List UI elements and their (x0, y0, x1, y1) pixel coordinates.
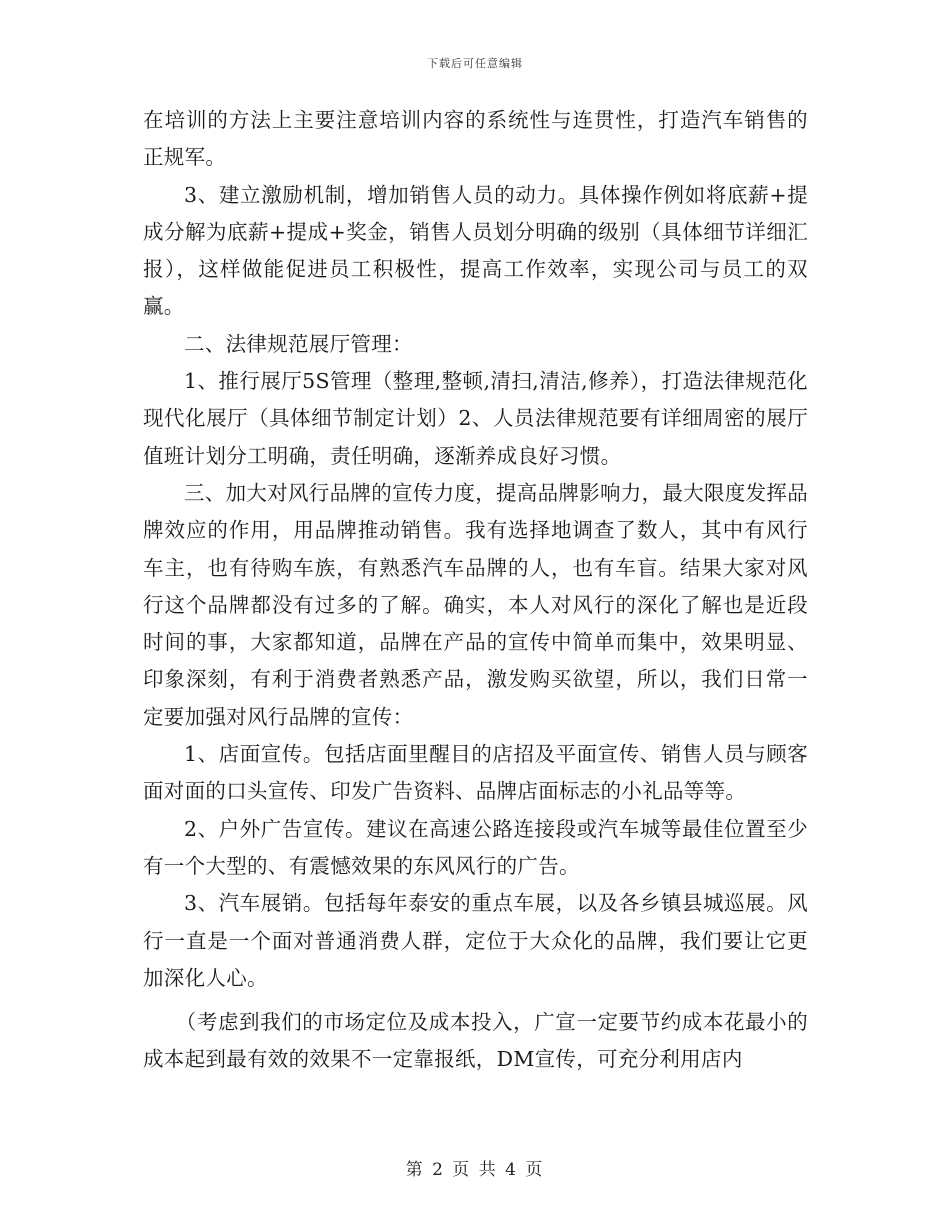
paragraph-incentive-mechanism: 3、建立激励机制，增加销售人员的动力。具体操作例如将底薪+提成分解为底薪+提成+奖金，销售人员划分明确的级别（具体细节详细汇报），这样做能促进员工积极性，提高工作效率，实现公司与员工的双赢。 (143, 182, 808, 319)
page-header-note: 下载后可任意编辑 (427, 57, 523, 70)
page-number-footer: 第 2 页 共 4 页 (405, 1160, 545, 1180)
paragraph-brand-promotion: 三、加大对风行品牌的宣传力度，提高品牌影响力，最大限度发挥品牌效应的作用，用品牌推动销售。我有选择地调查了数人，其中有风行车主，也有待购车族，有熟悉汽车品牌的人，也有车盲。结果大家对风行这个品牌都没有过多的了解。确实，本人对风行的深化了解也是近段时间的事，大家都知道，品牌在产品的宣传中简单而集中，效果明显、印象深刻，有利于消费者熟悉产品，激发购买欲望，所以，我们日常一定要加强对风行品牌的宣传： (143, 480, 808, 729)
section-heading-legal-showroom: 二、法律规范展厅管理： (184, 331, 413, 356)
document-body (143, 102, 808, 1079)
paragraph-cost-consideration: （考虑到我们的市场定位及成本投入，广宣一定要节约成本花最小的成本起到最有效的效果不一定靠报纸，DM宣传，可充分利用店内 (143, 1010, 808, 1072)
paragraph-storefront-promotion: 1、店面宣传。包括店面里醒目的店招及平面宣传、销售人员与顾客面对面的口头宣传、印发广告资料、品牌店面标志的小礼品等等。 (143, 742, 808, 804)
paragraph-auto-exhibition: 3、汽车展销。包括每年泰安的重点车展，以及各乡镇县城巡展。风行一直是一个面对普通消费人群，定位于大众化的品牌，我们要让它更加深化人心。 (143, 891, 808, 990)
paragraph-training-continuation: 在培训的方法上主要注意培训内容的系统性与连贯性，打造汽车销售的正规军。 (143, 108, 808, 170)
paragraph-5s-management: 1、推行展厅5S管理（整理,整顿,清扫,清洁,修养），打造法律规范化现代化展厅（具体细节制定计划）2、人员法律规范要有详细周密的展厅值班计划分工明确，责任明确，逐渐养成良好习惯。 (143, 369, 808, 468)
paragraph-outdoor-advertising: 2、户外广告宣传。建议在高速公路连接段或汽车城等最佳位置至少有一个大型的、有震憾效果的东风风行的广告。 (143, 816, 808, 878)
